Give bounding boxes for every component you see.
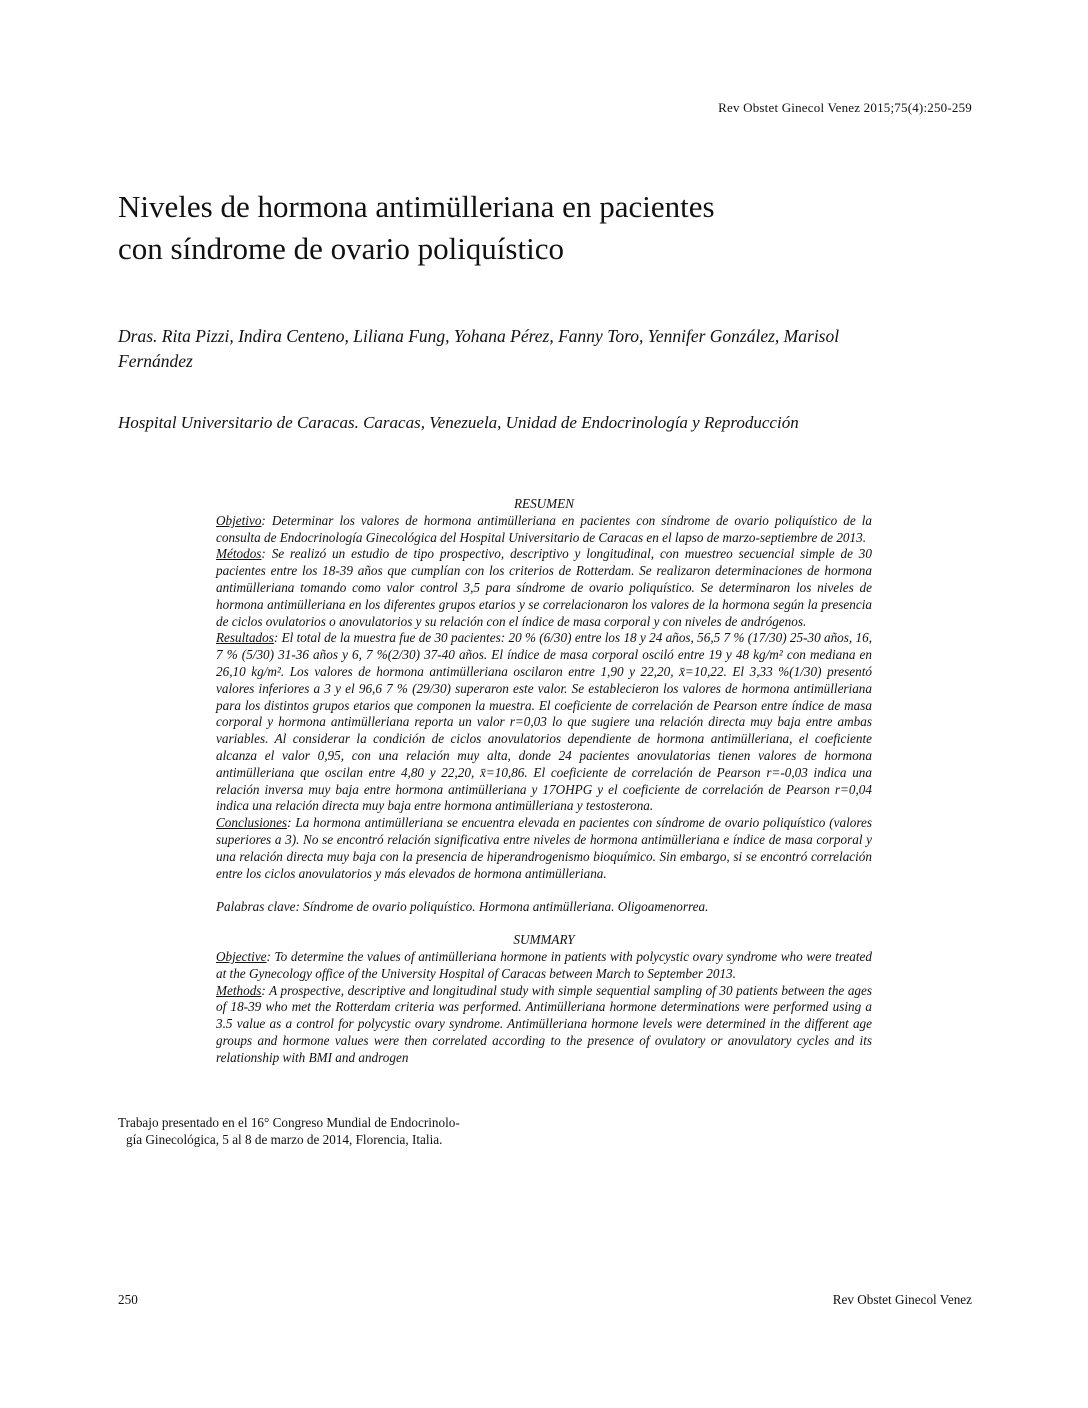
palabras-clave: Palabras clave: Síndrome de ovario poliquístico. Hormona antimülleriana. Oligoamenorrea. xyxy=(216,899,709,915)
article-title xyxy=(118,186,978,270)
title-line-1: Niveles de hormona antimülleriana en pacientes xyxy=(118,189,715,224)
resumen-heading: RESUMEN xyxy=(513,496,575,511)
resumen-metodos xyxy=(216,546,872,630)
resumen-objetivo xyxy=(216,513,872,547)
author-list xyxy=(118,324,978,374)
resumen-conclusiones xyxy=(216,815,872,882)
resultados-text: : El total de la muestra fue de 30 pacientes: 20 % (6/30) entre los 18 y 24 años, 56,5 7 % (17/30) 25-30 años, 16, 7 % (5/30) 31-36 años y 6, 7 %(2/30) 37-40 años. El índice de masa corporal osciló entre 19 y 48 kg/m² con mediana en 26,10 kg/m². Los valores de hormona antimülleriana oscilaron entre 1,90 y 22,20, x̄=10,22. El 3,33 %(1/30) presentó valores inferiores a 3 y el 96,6 7 % (29/30) superaron este valor. Se establecieron los valores de hormona antimülleriana para los distintos grupos etarios que componen la muestra. El coeficiente de correlación de Pearson entre índice de masa corporal y hormona antimülleriana reporta un valor r=0,03 lo que sugiere una relación directa muy baja entre ambas variables. Al considerar la condición de ciclos anovulatorios dependiente de hormona antimülleriana, el coeficiente alcanza el valor 0,95, con una relación muy alta, donde 24 pacientes anovulatorias tienen valores de hormona antimülleriana que oscilan entre 4,80 y 22,20, x̄=10,86. El coeficiente de correlación de Pearson r=-0,03 indica una relación inversa muy baja entre hormona antimülleriana y 17OHPG y el coeficiente de correlación de Pearson r=0,04 indica una relación directa muy baja entre hormona antimülleriana y testosterona. xyxy=(216,630,872,814)
resultados-label: Resultados xyxy=(216,630,274,646)
objective-label: Objective xyxy=(216,948,267,964)
objetivo-label: Objetivo xyxy=(216,512,262,528)
summary-heading: SUMMARY xyxy=(513,932,575,948)
abstract-block xyxy=(216,496,872,1067)
objetivo-text: : Determinar los valores de hormona antimülleriana en pacientes con síndrome de ovario poliquístico de la consulta de Endocrinología Ginecológica del Hospital Universitario de Caracas en el lapso de marzo-septiembre de 2013. xyxy=(216,512,872,545)
metodos-label: Métodos xyxy=(216,546,262,562)
metodos-text: : Se realizó un estudio de tipo prospectivo, descriptivo y longitudinal, con muestreo secuencial simple de 30 pacientes entre los 18-39 años que cumplían con los criterios de Rotterdam. Se realizaron determinaciones de hormona antimülleriana tomando como valor control 3,5 para síndrome de ovario poliquístico. Se determinaron los niveles de hormona antimülleriana en los diferentes grupos etarios y se correlacionaron los valores de la hormona según la presencia de ciclos ovulatorios o anovulatorios y su relación con el índice de masa corporal y con niveles de andrógenos. xyxy=(216,546,872,629)
authors-line-2: Fernández xyxy=(118,351,193,371)
methods-label: Methods xyxy=(216,982,262,998)
conclusiones-text: : La hormona antimülleriana se encuentra elevada en pacientes con síndrome de ovario poliquístico (valores superiores a 3). No se encontró relación significativa entre niveles de hormona antimülleriana e índice de masa corporal y una relación directa muy baja con la presencia de hiperandrogenismo bioquímico. Sin embargo, si se encontró correlación entre los ciclos anovulatorios y más elevados de hormona antimülleriana. xyxy=(216,815,872,881)
running-head-citation: Rev Obstet Ginecol Venez 2015;75(4):250-259 xyxy=(718,100,972,115)
summary-methods xyxy=(216,983,872,1067)
affiliation: Hospital Universitario de Caracas. Caracas, Venezuela, Unidad de Endocrinología y Reproducción xyxy=(118,413,799,432)
resumen-resultados xyxy=(216,630,872,815)
footnote-line-2: gía Ginecológica, 5 al 8 de marzo de 2014, Florencia, Italia. xyxy=(126,1132,443,1147)
page-number: 250 xyxy=(118,1292,138,1307)
methods-text: : A prospective, descriptive and longitudinal study with simple sequential sampling of 30 patients between the ages of 18-39 who met the Rotterdam criteria was performed. Antimülleriana hormone determinations were performed using a 3.5 value as a control for polycystic ovary syndrome. Antimülleriana hormone levels were determined in the different age groups and hormone values were then correlated according to the presence of ovulatory or anovulatory cycles and its relationship with BMI and androgen xyxy=(216,982,872,1065)
footnote xyxy=(118,1114,558,1148)
authors-line-1: Dras. Rita Pizzi, Indira Centeno, Liliana Fung, Yohana Pérez, Fanny Toro, Yennifer González, Marisol xyxy=(118,326,840,346)
footer-journal-name: Rev Obstet Ginecol Venez xyxy=(832,1292,972,1307)
objective-text: : To determine the values of antimülleriana hormone in patients with polycystic ovary syndrome who were treated at the Gynecology office of the University Hospital of Caracas between March to September 2013. xyxy=(216,948,872,981)
conclusiones-label: Conclusiones xyxy=(216,815,288,831)
footnote-line-1: Trabajo presentado en el 16° Congreso Mundial de Endocrinolo- xyxy=(118,1115,460,1130)
section-spacer xyxy=(216,916,872,932)
title-line-2: con síndrome de ovario poliquístico xyxy=(118,231,564,266)
summary-objective xyxy=(216,949,872,983)
